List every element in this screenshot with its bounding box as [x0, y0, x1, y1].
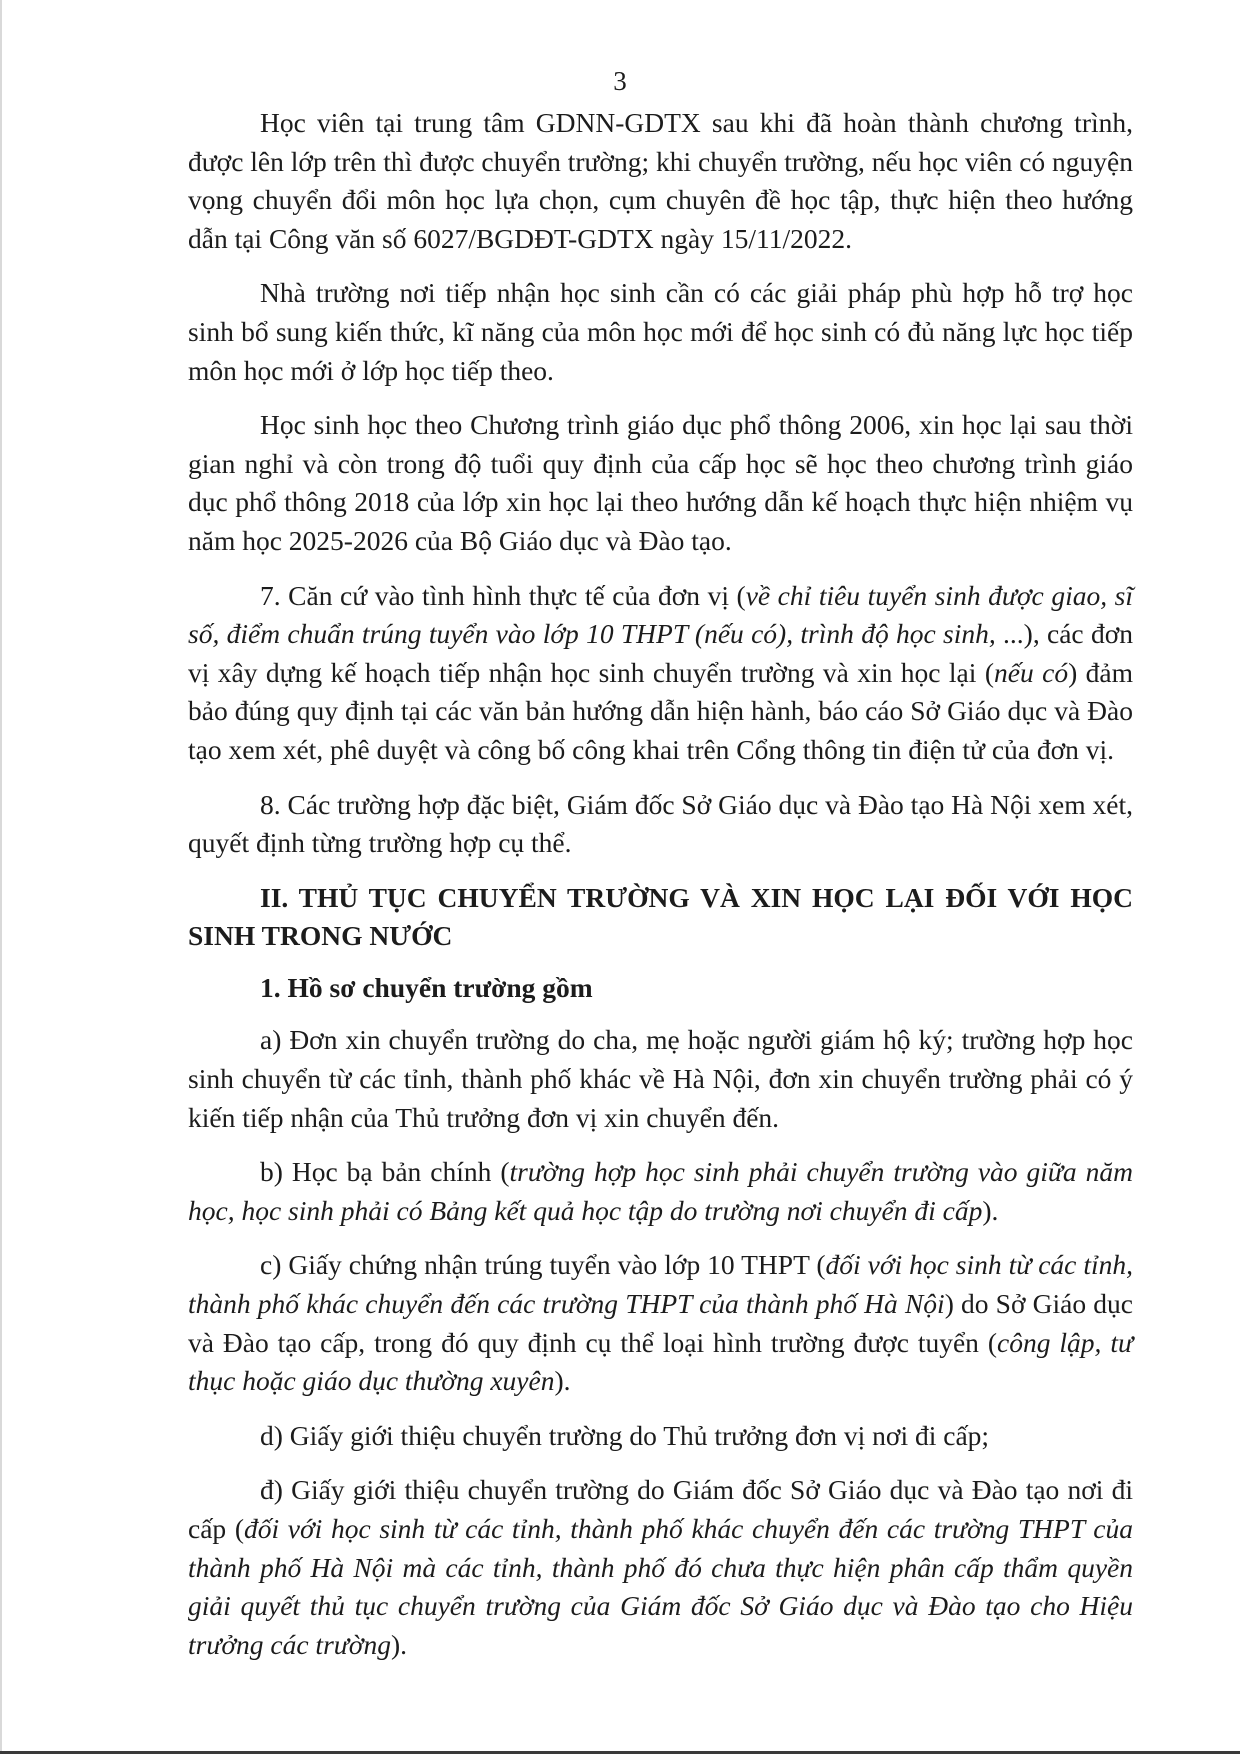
text-run: ...), các đơn vị xây dựng kế hoạch tiếp nhận học sinh chuyển trường và xin học lại (	[188, 618, 1133, 688]
text-run: ).	[554, 1365, 571, 1397]
page-number: 3	[613, 66, 627, 96]
paragraph-item-8: 8. Các trường hợp đặc biệt, Giám đốc Sở Giáo dục và Đào tạo Hà Nội xem xét, quyết định từng trường hợp cụ thể.	[188, 788, 1133, 859]
text-run: c) Giấy chứng nhận trúng tuyển vào lớp 10 THPT (	[260, 1249, 826, 1281]
paragraph-item-7	[188, 577, 1133, 770]
italic-run: đối với học sinh từ các tỉnh, thành phố khác chuyển đến các trường THPT của thành phố Hà Nội	[188, 1249, 1133, 1320]
list-item-a: a) Đơn xin chuyển trường do cha, mẹ hoặc người giám hộ ký; trường hợp học sinh chuyển từ các tỉnh, thành phố khác về Hà Nội, đơn xin chuyển trường phải có ý kiến tiếp nhận của Thủ trưởng đơn vị xin chuyển đến.	[188, 1024, 1133, 1133]
italic-run: về chỉ tiêu tuyển sinh được giao, sĩ số, điểm chuẩn trúng tuyển vào lớp 10 THPT (nếu có), trình độ học sinh,	[188, 579, 1133, 650]
italic-run: công lập, tư thục hoặc giáo dục thường xuyên	[188, 1326, 1133, 1397]
paragraph-receiving-school: Nhà trường nơi tiếp nhận học sinh cần có các giải pháp phù hợp hỗ trợ học sinh bổ sung kiến thức, kĩ năng của môn học mới để học sinh có đủ năng lực học tiếp môn học mới ở lớp học tiếp theo.	[188, 277, 1133, 386]
list-item-dd	[188, 1471, 1133, 1664]
italic-run: trường hợp học sinh phải chuyển trường vào giữa năm học, học sinh phải có Bảng kết quả học tập do trường nơi chuyển đi cấp	[188, 1156, 1133, 1226]
text-run: ) đảm bảo đúng quy định tại các văn bản hướng dẫn hiện hành, báo cáo Sở Giáo dục và Đào tạo xem xét, phê duyệt và công bố công khai trên Cổng thông tin điện tử của đơn vị.	[188, 656, 1133, 765]
scan-edge	[0, 0, 2, 1754]
list-item-d: d) Giấy giới thiệu chuyển trường do Thủ trưởng đơn vị nơi đi cấp;	[260, 1419, 990, 1451]
section-heading-ii: II. THỦ TỤC CHUYỂN TRƯỜNG VÀ XIN HỌC LẠI ĐỐI VỚI HỌC SINH TRONG NƯỚC	[188, 881, 1133, 952]
list-item-c	[188, 1246, 1133, 1400]
text-run: ).	[982, 1194, 999, 1226]
paragraph-program-2006: Học sinh học theo Chương trình giáo dục phổ thông 2006, xin học lại sau thời gian nghỉ và còn trong độ tuổi quy định của cấp học sẽ học theo chương trình giáo dục phổ thông 2018 của lớp xin học lại theo hướng dẫn kế hoạch thực hiện nhiệm vụ năm học 2025-2026 của Bộ Giáo dục và Đào tạo.	[188, 409, 1133, 556]
list-item-b	[188, 1153, 1133, 1230]
paragraph-gdnn-gdtx: Học viên tại trung tâm GDNN-GDTX sau khi đã hoàn thành chương trình, được lên lớp trên thì được chuyển trường; khi chuyển trường, nếu học viên có nguyện vọng chuyển đổi môn học lựa chọn, cụm chuyên đề học tập, thực hiện theo hướng dẫn tại Công văn số 6027/BGDĐT-GDTX ngày 15/11/2022.	[188, 107, 1133, 254]
italic-run: nếu có	[993, 656, 1069, 688]
text-run: 7. Căn cứ vào tình hình thực tế của đơn vị (	[260, 579, 746, 611]
text-run: b) Học bạ bản chính (	[260, 1156, 510, 1188]
document-body	[188, 104, 1133, 1680]
text-run: ) do Sở Giáo dục và Đào tạo cấp, trong đó quy định cụ thể loại hình trường được tuyển (	[188, 1288, 1133, 1358]
subsection-heading-1: 1. Hồ sơ chuyển trường gồm	[260, 971, 593, 1003]
text-run: ).	[390, 1628, 407, 1660]
text-run: đ) Giấy giới thiệu chuyển trường do Giám đốc Sở Giáo dục và Đào tạo nơi đi cấp (	[188, 1474, 1133, 1544]
italic-run: đối với học sinh từ các tỉnh, thành phố khác chuyển đến các trường THPT của thành phố Hà Nội mà các tỉnh, thành phố đó chưa thực hiện phân cấp thẩm quyền giải quyết thủ tục chuyển trường của Giám đốc Sở Giáo dục và Đào tạo cho Hiệu trưởng các trường	[188, 1513, 1133, 1660]
